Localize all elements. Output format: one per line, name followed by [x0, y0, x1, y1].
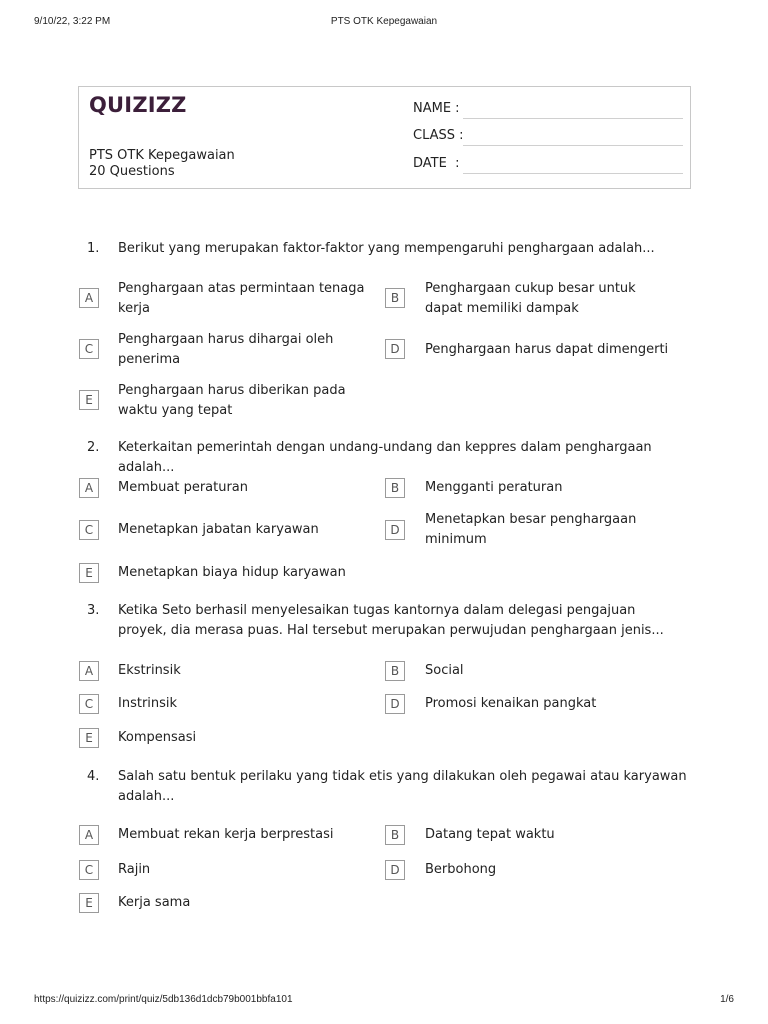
option-text: Ekstrinsik — [118, 663, 181, 678]
question-number: 3. — [87, 603, 100, 618]
question-text: Keterkaitan pemerintah dengan undang-undang dan keppres dalam penghargaan adalah... — [118, 440, 652, 475]
name-line — [463, 118, 683, 119]
option-text: Social — [425, 663, 464, 678]
option-letter-e[interactable]: E — [79, 893, 99, 913]
option-text: Promosi kenaikan pangkat — [425, 696, 597, 711]
option-text: Kompensasi — [118, 730, 197, 745]
print-footer — [34, 994, 734, 1008]
date-field[interactable] — [413, 156, 683, 176]
option-letter-d[interactable]: D — [385, 520, 405, 540]
option-letter-e[interactable]: E — [79, 390, 99, 410]
question-number: 2. — [87, 440, 100, 455]
option-text: Penghargaan harus dihargai oleh penerima — [118, 332, 334, 367]
option-letter-a[interactable]: A — [79, 661, 99, 681]
page-number: 1/6 — [720, 994, 734, 1005]
option-letter-d[interactable]: D — [385, 860, 405, 880]
option-letter-a[interactable]: A — [79, 825, 99, 845]
option-text: Menetapkan besar penghargaan minimum — [425, 512, 637, 547]
option-text: Rajin — [118, 862, 151, 877]
option-text: Penghargaan harus dapat dimengerti — [425, 342, 669, 357]
option-text: Menetapkan jabatan karyawan — [118, 522, 319, 537]
option-letter-a[interactable]: A — [79, 288, 99, 308]
option-text: Penghargaan harus diberikan pada waktu yang tepat — [118, 383, 346, 418]
option-text: Berbohong — [425, 862, 497, 877]
option-letter-d[interactable]: D — [385, 339, 405, 359]
option-letter-b[interactable]: B — [385, 478, 405, 498]
print-header — [34, 16, 734, 30]
option-letter-a[interactable]: A — [79, 478, 99, 498]
option-text: Datang tepat waktu — [425, 827, 555, 842]
print-datetime: 9/10/22, 3:22 PM — [34, 16, 111, 27]
question-text: Salah satu bentuk perilaku yang tidak etis yang dilakukan oleh pegawai atau karyawan adalah... — [118, 769, 687, 804]
option-letter-e[interactable]: E — [79, 728, 99, 748]
option-letter-b[interactable]: B — [385, 661, 405, 681]
option-letter-d[interactable]: D — [385, 694, 405, 714]
name-field[interactable] — [413, 101, 683, 121]
print-url[interactable]: https://quizizz.com/print/quiz/5db136d1dcb79b001bbfa101 — [34, 994, 293, 1005]
option-text: Penghargaan cukup besar untuk dapat memiliki dampak — [425, 281, 636, 316]
question-number: 1. — [87, 241, 100, 256]
option-letter-c[interactable]: C — [79, 339, 99, 359]
option-text: Membuat peraturan — [118, 480, 249, 495]
option-text: Membuat rekan kerja berprestasi — [118, 827, 334, 842]
class-label: CLASS : — [413, 128, 464, 143]
print-title: PTS OTK Kepegawaian — [330, 16, 438, 27]
option-letter-c[interactable]: C — [79, 860, 99, 880]
quiz-title: PTS OTK Kepegawaian — [89, 148, 235, 163]
option-letter-b[interactable]: B — [385, 825, 405, 845]
question-count: 20 Questions — [89, 164, 175, 179]
question-number: 4. — [87, 769, 100, 784]
option-letter-c[interactable]: C — [79, 520, 99, 540]
option-letter-c[interactable]: C — [79, 694, 99, 714]
date-line — [463, 173, 683, 174]
option-text: Menetapkan biaya hidup karyawan — [118, 565, 346, 580]
question-text: Ketika Seto berhasil menyelesaikan tugas kantornya dalam delegasi pengajuan proyek, dia merasa puas. Hal tersebut merupakan perwujudan penghargaan jenis... — [118, 603, 664, 638]
name-label: NAME : — [413, 101, 460, 116]
class-line — [463, 145, 683, 146]
quiz-info-box — [78, 86, 691, 189]
option-text: Penghargaan atas permintaan tenaga kerja — [118, 281, 365, 316]
option-letter-e[interactable]: E — [79, 563, 99, 583]
option-text: Kerja sama — [118, 895, 191, 910]
class-field[interactable] — [413, 128, 683, 148]
date-label: DATE : — [413, 156, 460, 171]
option-text: Instrinsik — [118, 696, 178, 711]
question-text: Berikut yang merupakan faktor-faktor yang mempengaruhi penghargaan adalah... — [118, 241, 655, 256]
quizizz-logo: QUIZIZZ — [89, 93, 187, 117]
option-letter-b[interactable]: B — [385, 288, 405, 308]
option-text: Mengganti peraturan — [425, 480, 563, 495]
